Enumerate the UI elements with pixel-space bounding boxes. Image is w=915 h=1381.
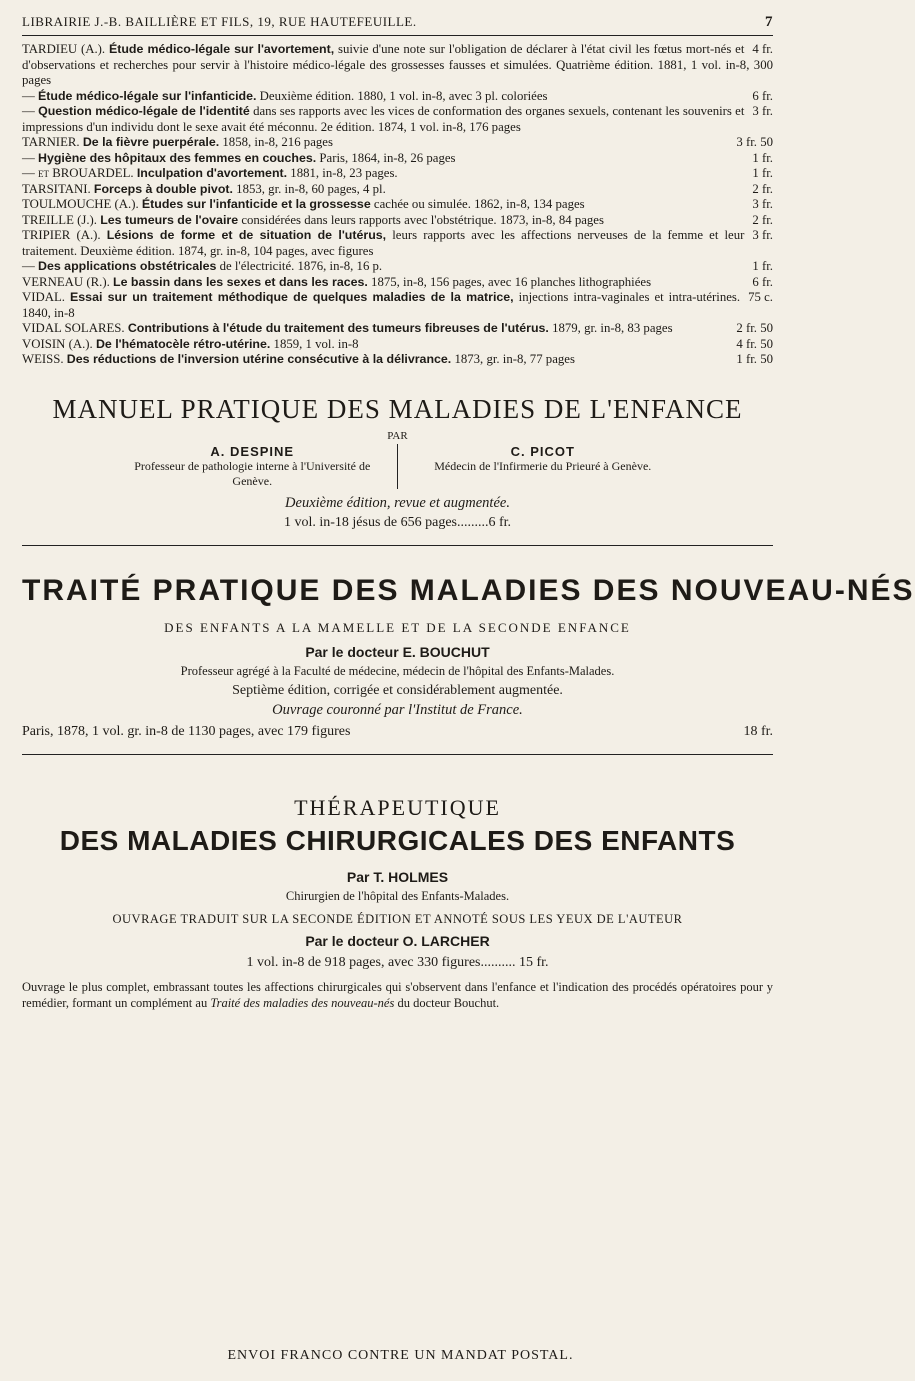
manuel-authors: [118, 444, 678, 489]
entry-price: 6 fr.: [752, 274, 773, 289]
traite-subtitle: DES ENFANTS A LA MAMELLE ET DE LA SECONDE ENFANCE: [164, 619, 631, 635]
entry-details: 1875, in-8, 156 pages, avec 16 planches lithographiées: [371, 274, 652, 289]
therapeutique-author-desc: Chirurgien de l'hôpital des Enfants-Malades.: [285, 888, 510, 903]
running-head: [22, 14, 773, 36]
author-picot: [408, 444, 678, 489]
catalog-entry: [22, 166, 773, 182]
entry-author: TARDIEU (A.).: [22, 42, 106, 56]
entry-author: —: [22, 104, 35, 118]
entry-title: Essai sur un traitement méthodique de quelques maladies de la matrice,: [70, 290, 514, 304]
entry-price: 3 fr.: [752, 104, 773, 118]
footer-note: ENVOI FRANCO CONTRE UN MANDAT POSTAL.: [227, 1348, 574, 1363]
therapeutique-section: [22, 795, 773, 1011]
traite-volume: Paris, 1878, 1 vol. gr. in-8 de 1130 pages, avec 179 figures: [22, 723, 351, 739]
entry-author: —: [22, 150, 35, 165]
entry-author: VIDAL.: [22, 290, 66, 304]
entry-details: 1853, gr. in-8, 60 pages, 4 pl.: [236, 181, 386, 196]
manuel-par: PAR: [387, 429, 408, 442]
section-rule: [22, 545, 773, 546]
author-name: C. PICOT: [510, 443, 575, 459]
entry-title: Étude médico-légale sur l'avortement,: [108, 42, 335, 56]
author-divider: [397, 444, 398, 489]
entry-price: 3 fr. 50: [736, 135, 773, 149]
traite-award: Ouvrage couronné par l'Institut de France.: [272, 701, 523, 718]
entry-details: 1879, gr. in-8, 83 pages: [552, 321, 673, 335]
traite-volume-line: [22, 724, 773, 740]
catalog-entry: [22, 197, 773, 213]
entry-price: 1 fr.: [752, 166, 773, 180]
catalog-entry: [22, 42, 773, 89]
therapeutique-title: THÉRAPEUTIQUE: [294, 794, 501, 820]
section-rule: [22, 754, 773, 755]
therapeutique-translation: OUVRAGE TRADUIT SUR LA SECONDE ÉDITION ET ANNOTÉ SOUS LES YEUX DE L'AUTEUR: [112, 911, 683, 926]
entry-author: TARSITANI.: [22, 181, 91, 196]
entry-details: dans ses rapports avec les vices de conformation des organes sexuels, contenant les souvenirs et impressions d'un individu dont le sexe avait été méconnu. 2e édition. 1874, 1 vol. in-8, 176 pages: [22, 104, 745, 134]
therapeutique-translator: Par le docteur O. LARCHER: [305, 932, 490, 949]
traite-section: [22, 573, 915, 740]
entry-title: Étude médico-légale sur l'infanticide.: [38, 88, 257, 103]
catalog-entry: [22, 275, 773, 291]
catalog-entry: [22, 352, 773, 368]
catalog-entry: [22, 337, 773, 353]
entry-title: Contributions à l'étude du traitement des tumeurs fibreuses de l'utérus.: [127, 321, 549, 335]
manuel-title: MANUEL PRATIQUE DES MALADIES DE L'ENFANCE: [52, 393, 743, 424]
entry-author: —: [22, 88, 35, 103]
entry-title: Études sur l'infanticide et la grossesse: [141, 197, 371, 211]
author-despine: [118, 444, 388, 489]
entry-author: TOULMOUCHE (A.).: [22, 197, 139, 211]
manuel-edition: Deuxième édition, revue et augmentée.: [285, 494, 510, 511]
entry-details: 1858, in-8, 216 pages: [222, 135, 333, 149]
entry-author: TARNIER.: [22, 135, 80, 149]
entry-price: 6 fr.: [752, 88, 773, 103]
manuel-section: [22, 394, 773, 531]
entry-author: VERNEAU (R.).: [22, 274, 110, 289]
catalog-list: [22, 42, 773, 368]
entry-details: Deuxième édition. 1880, 1 vol. in-8, avec 3 pl. coloriées: [259, 88, 548, 103]
catalog-entry: [22, 89, 773, 105]
entry-details: suivie d'une note sur l'obligation de déclarer à l'état civil les fœtus mort-nés et d'observations et recherches pour servir à l'histoire médico-légale des grossesses fausses et simulées. Quatrième édition. 1881, 1 vol. in-8, 300 pages: [22, 42, 773, 87]
therapeutique-price: 15 fr.: [519, 954, 549, 970]
entry-author: WEISS.: [22, 352, 64, 366]
catalog-entry: [22, 213, 773, 229]
entry-price: 2 fr.: [752, 212, 773, 227]
therapeutique-volume: 1 vol. in-8 de 918 pages, avec 330 figures: [246, 954, 481, 970]
entry-details: de l'électricité. 1876, in-8, 16 p.: [219, 259, 383, 273]
entry-price: 1 fr. 50: [736, 352, 773, 366]
entry-details: leurs rapports avec les affections nerveuses de la femme et leur traitement. Deuxième édition. 1874, gr. in-8, 104 pages, avec figures: [22, 228, 745, 258]
manuel-volume-line: [22, 515, 773, 531]
entry-price: 1 fr.: [752, 150, 773, 165]
manuel-volume: 1 vol. in-18 jésus de 656 pages: [283, 514, 457, 530]
traite-author-desc: Professeur agrégé à la Faculté de médecine, médecin de l'hôpital des Enfants-Malades.: [180, 663, 615, 678]
entry-author: — et BROUARDEL.: [22, 166, 134, 180]
entry-author: VIDAL SOLARES.: [22, 321, 125, 335]
author-name: A. DESPINE: [210, 443, 295, 459]
catalog-entry: [22, 259, 773, 275]
author-description: Professeur de pathologie interne à l'Université de Genève.: [134, 458, 371, 488]
blurb-text: Ouvrage le plus complet, embrassant toutes les affections chirurgicales qui s'observent dans l'enfance et l'indication des procédés opératoires pour y remédier, formant un complément au: [22, 979, 773, 1010]
entry-title: Des applications obstétricales: [38, 259, 217, 273]
page-number: 7: [765, 14, 773, 30]
entry-price: 4 fr. 50: [736, 336, 773, 351]
blurb-text-end: du docteur Bouchut.: [397, 995, 500, 1010]
entry-title: Question médico-légale de l'identité: [38, 104, 250, 118]
entry-price: 2 fr. 50: [736, 321, 773, 335]
entry-author: —: [22, 259, 35, 273]
entry-details: injections intra-vaginales et intra-utérines. 1840, in-8: [22, 290, 741, 320]
catalog-entry: [22, 104, 773, 135]
blurb-cited-title: Traité des maladies des nouveau-nés: [210, 995, 395, 1010]
catalog-entry: [22, 290, 773, 321]
catalog-entry: [22, 151, 773, 167]
traite-title: TRAITÉ PRATIQUE DES MALADIES DES NOUVEAU-NÉS: [22, 573, 915, 607]
catalog-entry: [22, 321, 773, 337]
entry-title: Les tumeurs de l'ovaire: [100, 212, 239, 227]
entry-price: 3 fr.: [752, 228, 773, 242]
entry-title: Inculpation d'avortement.: [136, 166, 288, 180]
entry-details: 1859, 1 vol. in-8: [273, 336, 359, 351]
author-description: Médecin de l'Infirmerie du Prieuré à Genève.: [434, 458, 652, 473]
entry-details: 1873, gr. in-8, 77 pages: [454, 352, 575, 366]
entry-title: De l'hématocèle rétro-utérine.: [95, 336, 271, 351]
traite-author: Par le docteur E. BOUCHUT: [305, 643, 490, 660]
entry-price: 2 fr.: [752, 181, 773, 196]
leader-dots: ..........: [480, 954, 519, 970]
manuel-price: 6 fr.: [488, 514, 512, 530]
traite-price: 18 fr.: [743, 723, 773, 739]
catalog-entry: [22, 135, 773, 151]
entry-title: Lésions de forme et de situation de l'utérus,: [106, 228, 387, 242]
entry-price: 4 fr.: [752, 42, 773, 56]
entry-author: TRIPIER (A.).: [22, 228, 101, 242]
catalog-entry: [22, 228, 773, 259]
therapeutique-author: Par T. HOLMES: [346, 868, 449, 885]
traite-edition: Septième édition, corrigée et considérablement augmentée.: [232, 682, 563, 698]
entry-details: Paris, 1864, in-8, 26 pages: [319, 150, 456, 165]
entry-title: Des réductions de l'inversion utérine consécutive à la délivrance.: [66, 352, 452, 366]
publisher-line: LIBRAIRIE J.-B. BAILLIÈRE ET FILS, 19, RUE HAUTEFEUILLE.: [22, 14, 417, 29]
entry-title: Hygiène des hôpitaux des femmes en couches.: [38, 150, 317, 165]
entry-price: 1 fr.: [752, 259, 773, 273]
entry-details: considérées dans leurs rapports avec l'obstétrique. 1873, in-8, 84 pages: [241, 212, 604, 227]
leader-dots: .........: [456, 514, 489, 530]
entry-title: De la fièvre puerpérale.: [82, 135, 220, 149]
catalog-entry: [22, 182, 773, 198]
therapeutique-blurb: [22, 979, 773, 1011]
entry-author: TREILLE (J.).: [22, 212, 97, 227]
entry-title: Le bassin dans les sexes et dans les races.: [113, 274, 368, 289]
entry-price: 3 fr.: [752, 197, 773, 211]
entry-details: cachée ou simulée. 1862, in-8, 134 pages: [373, 197, 585, 211]
entry-author: VOISIN (A.).: [22, 336, 93, 351]
entry-details: 1881, in-8, 23 pages.: [290, 166, 398, 180]
therapeutique-subtitle: DES MALADIES CHIRURGICALES DES ENFANTS: [59, 824, 736, 856]
entry-title: Forceps à double pivot.: [93, 181, 233, 196]
therapeutique-volume-line: [22, 955, 773, 971]
entry-price: 75 c.: [748, 290, 773, 304]
